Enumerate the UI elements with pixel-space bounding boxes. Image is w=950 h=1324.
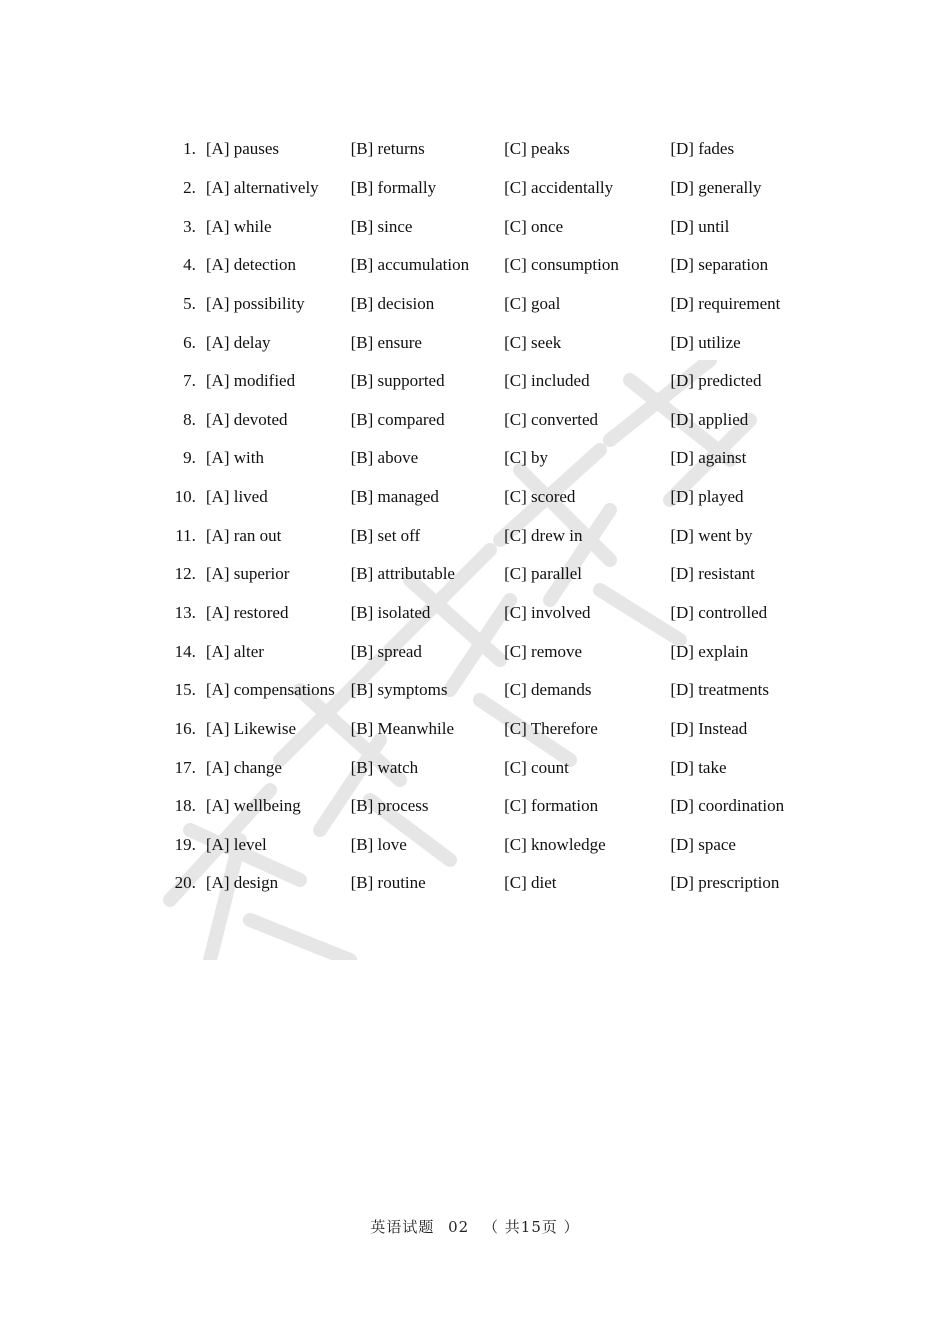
option-d: [D] separation bbox=[670, 255, 769, 275]
question-number-cell bbox=[150, 671, 196, 710]
question-number: 16. bbox=[174, 718, 196, 738]
option-a: [A] ran out bbox=[205, 525, 282, 545]
options-table bbox=[150, 130, 810, 903]
option-d-cell bbox=[670, 787, 810, 826]
option-b-cell bbox=[351, 323, 504, 362]
question-number: 19. bbox=[174, 834, 196, 854]
option-a: [A] Likewise bbox=[205, 718, 297, 738]
option-a: [A] level bbox=[205, 834, 267, 854]
question-number-cell bbox=[150, 864, 196, 903]
question-number-cell bbox=[150, 555, 196, 594]
option-a: [A] alternatively bbox=[205, 177, 319, 197]
option-c-cell bbox=[504, 632, 670, 671]
option-b: [B] returns bbox=[350, 139, 425, 159]
option-d-cell bbox=[670, 285, 810, 324]
question-number-cell bbox=[150, 362, 196, 401]
question-number: 10. bbox=[174, 487, 196, 507]
option-b: [B] since bbox=[350, 216, 413, 236]
option-d-cell bbox=[670, 671, 810, 710]
option-b-cell bbox=[351, 362, 504, 401]
option-a: [A] while bbox=[205, 216, 272, 236]
option-c-cell bbox=[504, 864, 670, 903]
question-row bbox=[150, 130, 810, 169]
option-d: [D] predicted bbox=[670, 371, 762, 391]
option-a-cell bbox=[196, 207, 351, 246]
option-b-cell bbox=[351, 671, 504, 710]
question-row bbox=[150, 207, 810, 246]
option-a: [A] with bbox=[205, 448, 264, 468]
option-c: [C] goal bbox=[504, 293, 561, 313]
option-b-cell bbox=[351, 748, 504, 787]
option-a-cell bbox=[196, 362, 351, 401]
option-b-cell bbox=[351, 130, 504, 169]
question-row bbox=[150, 594, 810, 633]
option-b-cell bbox=[351, 710, 504, 749]
option-b: [B] love bbox=[350, 834, 407, 854]
option-a: [A] restored bbox=[205, 603, 289, 622]
option-b: [B] supported bbox=[350, 371, 445, 391]
option-c-cell bbox=[504, 323, 670, 362]
question-row bbox=[150, 748, 810, 787]
option-b-cell bbox=[351, 632, 504, 671]
option-a-cell bbox=[196, 555, 351, 594]
option-a: [A] devoted bbox=[205, 409, 288, 429]
option-a: [A] wellbeing bbox=[205, 796, 301, 816]
question-row bbox=[150, 169, 810, 208]
option-a: [A] superior bbox=[205, 564, 290, 584]
option-c-cell bbox=[504, 671, 670, 710]
option-a-cell bbox=[196, 632, 351, 671]
option-a-cell bbox=[196, 400, 351, 439]
option-c: [C] knowledge bbox=[504, 834, 606, 854]
option-d-cell bbox=[670, 748, 810, 787]
option-b: [B] Meanwhile bbox=[350, 718, 455, 738]
question-row bbox=[150, 710, 810, 749]
option-d-cell bbox=[670, 594, 810, 633]
option-a-cell bbox=[196, 478, 351, 517]
option-c-cell bbox=[504, 439, 670, 478]
page-footer bbox=[0, 1216, 950, 1237]
option-d: [D] applied bbox=[670, 409, 749, 429]
option-b: [B] isolated bbox=[350, 603, 431, 622]
option-b-cell bbox=[351, 439, 504, 478]
footer-subject: 英语试题 bbox=[370, 1218, 435, 1236]
question-number: 7. bbox=[183, 371, 196, 391]
question-number: 11. bbox=[175, 525, 196, 545]
question-row bbox=[150, 555, 810, 594]
question-number-cell bbox=[150, 710, 196, 749]
question-number-cell bbox=[150, 594, 196, 633]
question-row bbox=[150, 787, 810, 826]
option-a: [A] lived bbox=[205, 487, 268, 507]
option-c-cell bbox=[504, 169, 670, 208]
option-c: [C] Therefore bbox=[504, 718, 598, 738]
question-number-cell bbox=[150, 478, 196, 517]
footer-page-number: 02 bbox=[448, 1218, 470, 1236]
option-b-cell bbox=[351, 787, 504, 826]
option-c: [C] by bbox=[504, 448, 549, 468]
option-d: [D] Instead bbox=[670, 718, 748, 738]
option-c: [C] diet bbox=[504, 873, 557, 893]
option-d-cell bbox=[670, 516, 810, 555]
option-c: [C] remove bbox=[504, 641, 583, 661]
option-d-cell bbox=[670, 246, 810, 285]
option-b: [B] attributable bbox=[350, 564, 455, 584]
option-b: [B] decision bbox=[350, 293, 435, 313]
question-row bbox=[150, 516, 810, 555]
option-b: [B] watch bbox=[350, 757, 419, 777]
option-b: [B] compared bbox=[350, 409, 445, 429]
question-number-cell bbox=[150, 169, 196, 208]
option-a: [A] change bbox=[205, 757, 282, 777]
option-d-cell bbox=[670, 323, 810, 362]
option-a: [A] alter bbox=[205, 641, 264, 661]
option-b: [B] process bbox=[350, 796, 429, 816]
option-b-cell bbox=[351, 478, 504, 517]
option-d: [D] fades bbox=[670, 139, 735, 159]
option-a-cell bbox=[196, 710, 351, 749]
question-number-cell bbox=[150, 323, 196, 362]
option-d-cell bbox=[670, 632, 810, 671]
question-number-cell bbox=[150, 439, 196, 478]
question-row bbox=[150, 323, 810, 362]
option-a: [A] detection bbox=[205, 255, 297, 275]
question-number: 15. bbox=[174, 680, 196, 700]
question-number-cell bbox=[150, 632, 196, 671]
option-a-cell bbox=[196, 787, 351, 826]
option-a-cell bbox=[196, 169, 351, 208]
question-number: 17. bbox=[174, 757, 196, 777]
option-a-cell bbox=[196, 323, 351, 362]
question-number: 3. bbox=[183, 216, 196, 236]
question-number-cell bbox=[150, 207, 196, 246]
option-c-cell bbox=[504, 594, 670, 633]
option-b-cell bbox=[351, 826, 504, 865]
option-b-cell bbox=[351, 400, 504, 439]
option-b: [B] managed bbox=[350, 487, 439, 507]
option-d: [D] until bbox=[670, 216, 730, 236]
option-d-cell bbox=[670, 478, 810, 517]
option-b: [B] above bbox=[350, 448, 419, 468]
option-d: [D] take bbox=[670, 757, 727, 777]
option-c-cell bbox=[504, 362, 670, 401]
option-d: [D] utilize bbox=[670, 332, 741, 352]
option-b: [B] ensure bbox=[350, 332, 422, 352]
option-b: [B] symptoms bbox=[350, 680, 448, 700]
option-d: [D] generally bbox=[670, 177, 762, 197]
option-b-cell bbox=[351, 864, 504, 903]
option-a: [A] modified bbox=[205, 371, 296, 391]
option-d: [D] went by bbox=[670, 525, 753, 545]
option-c-cell bbox=[504, 207, 670, 246]
footer-total-pages: （ 共15页 ） bbox=[483, 1218, 580, 1236]
option-b-cell bbox=[351, 516, 504, 555]
question-number: 5. bbox=[183, 293, 196, 313]
option-a-cell bbox=[196, 748, 351, 787]
option-a-cell bbox=[196, 516, 351, 555]
option-a-cell bbox=[196, 864, 351, 903]
option-c: [C] involved bbox=[504, 603, 591, 622]
option-a: [A] design bbox=[205, 873, 279, 893]
option-a-cell bbox=[196, 594, 351, 633]
option-b-cell bbox=[351, 594, 504, 633]
option-d: [D] treatments bbox=[670, 680, 770, 700]
option-d-cell bbox=[670, 207, 810, 246]
option-b-cell bbox=[351, 207, 504, 246]
option-c: [C] seek bbox=[504, 332, 562, 352]
option-b: [B] spread bbox=[350, 641, 422, 661]
option-b: [B] formally bbox=[350, 177, 437, 197]
option-c-cell bbox=[504, 400, 670, 439]
option-c: [C] count bbox=[504, 757, 569, 777]
question-number: 2. bbox=[183, 177, 196, 197]
question-number-cell bbox=[150, 748, 196, 787]
option-c-cell bbox=[504, 710, 670, 749]
option-b-cell bbox=[351, 285, 504, 324]
option-c: [C] parallel bbox=[504, 564, 583, 584]
option-d: [D] resistant bbox=[670, 564, 755, 584]
option-b: [B] routine bbox=[350, 873, 426, 893]
question-number: 20. bbox=[174, 873, 196, 893]
option-b: [B] set off bbox=[350, 525, 421, 545]
option-d-cell bbox=[670, 710, 810, 749]
option-c: [C] peaks bbox=[504, 139, 570, 159]
question-number: 9. bbox=[183, 448, 196, 468]
question-row bbox=[150, 826, 810, 865]
question-row bbox=[150, 671, 810, 710]
question-row bbox=[150, 362, 810, 401]
option-c: [C] drew in bbox=[504, 525, 583, 545]
option-c: [C] converted bbox=[504, 409, 599, 429]
question-row bbox=[150, 439, 810, 478]
option-d-cell bbox=[670, 169, 810, 208]
option-d-cell bbox=[670, 130, 810, 169]
option-d: [D] prescription bbox=[670, 873, 780, 893]
question-number: 4. bbox=[183, 255, 196, 275]
question-number-cell bbox=[150, 826, 196, 865]
option-b: [B] accumulation bbox=[350, 255, 470, 275]
question-number: 6. bbox=[183, 332, 196, 352]
question-row bbox=[150, 864, 810, 903]
question-number-cell bbox=[150, 246, 196, 285]
option-b-cell bbox=[351, 169, 504, 208]
option-d-cell bbox=[670, 362, 810, 401]
option-a: [A] possibility bbox=[205, 293, 305, 313]
question-number: 1. bbox=[183, 139, 196, 159]
option-c: [C] accidentally bbox=[504, 177, 614, 197]
option-c: [C] consumption bbox=[504, 255, 619, 275]
question-number: 8. bbox=[183, 409, 196, 429]
option-a-cell bbox=[196, 671, 351, 710]
option-d: [D] space bbox=[670, 834, 736, 854]
question-number-cell bbox=[150, 130, 196, 169]
option-c-cell bbox=[504, 516, 670, 555]
option-d: [D] coordination bbox=[670, 796, 785, 816]
question-number-cell bbox=[150, 400, 196, 439]
option-c: [C] once bbox=[504, 216, 564, 236]
question-number: 13. bbox=[174, 603, 196, 622]
option-a-cell bbox=[196, 246, 351, 285]
option-a-cell bbox=[196, 130, 351, 169]
option-a-cell bbox=[196, 285, 351, 324]
option-c-cell bbox=[504, 555, 670, 594]
option-c-cell bbox=[504, 826, 670, 865]
option-d-cell bbox=[670, 400, 810, 439]
option-c-cell bbox=[504, 285, 670, 324]
question-number-cell bbox=[150, 516, 196, 555]
option-a: [A] pauses bbox=[205, 139, 280, 159]
question-number: 18. bbox=[174, 796, 196, 816]
option-a: [A] compensations bbox=[205, 680, 335, 700]
option-d: [D] played bbox=[670, 487, 744, 507]
option-c-cell bbox=[504, 246, 670, 285]
question-number: 12. bbox=[174, 564, 196, 584]
option-d: [D] requirement bbox=[670, 293, 781, 313]
option-c-cell bbox=[504, 748, 670, 787]
question-row bbox=[150, 285, 810, 324]
option-c: [C] scored bbox=[504, 487, 576, 507]
option-d-cell bbox=[670, 826, 810, 865]
question-row bbox=[150, 400, 810, 439]
option-d-cell bbox=[670, 555, 810, 594]
option-d: [D] against bbox=[670, 448, 747, 468]
question-row bbox=[150, 632, 810, 671]
option-a-cell bbox=[196, 439, 351, 478]
option-a-cell bbox=[196, 826, 351, 865]
question-number: 14. bbox=[174, 641, 196, 661]
option-a: [A] delay bbox=[205, 332, 271, 352]
question-row bbox=[150, 478, 810, 517]
option-d-cell bbox=[670, 439, 810, 478]
question-number-cell bbox=[150, 285, 196, 324]
option-b-cell bbox=[351, 555, 504, 594]
option-c: [C] formation bbox=[504, 796, 599, 816]
option-d-cell bbox=[670, 864, 810, 903]
option-d: [D] controlled bbox=[670, 603, 768, 622]
option-d: [D] explain bbox=[670, 641, 749, 661]
question-row bbox=[150, 246, 810, 285]
option-c-cell bbox=[504, 478, 670, 517]
question-number-cell bbox=[150, 787, 196, 826]
option-c-cell bbox=[504, 787, 670, 826]
option-c-cell bbox=[504, 130, 670, 169]
option-b-cell bbox=[351, 246, 504, 285]
option-c: [C] included bbox=[504, 371, 590, 391]
option-c: [C] demands bbox=[504, 680, 592, 700]
